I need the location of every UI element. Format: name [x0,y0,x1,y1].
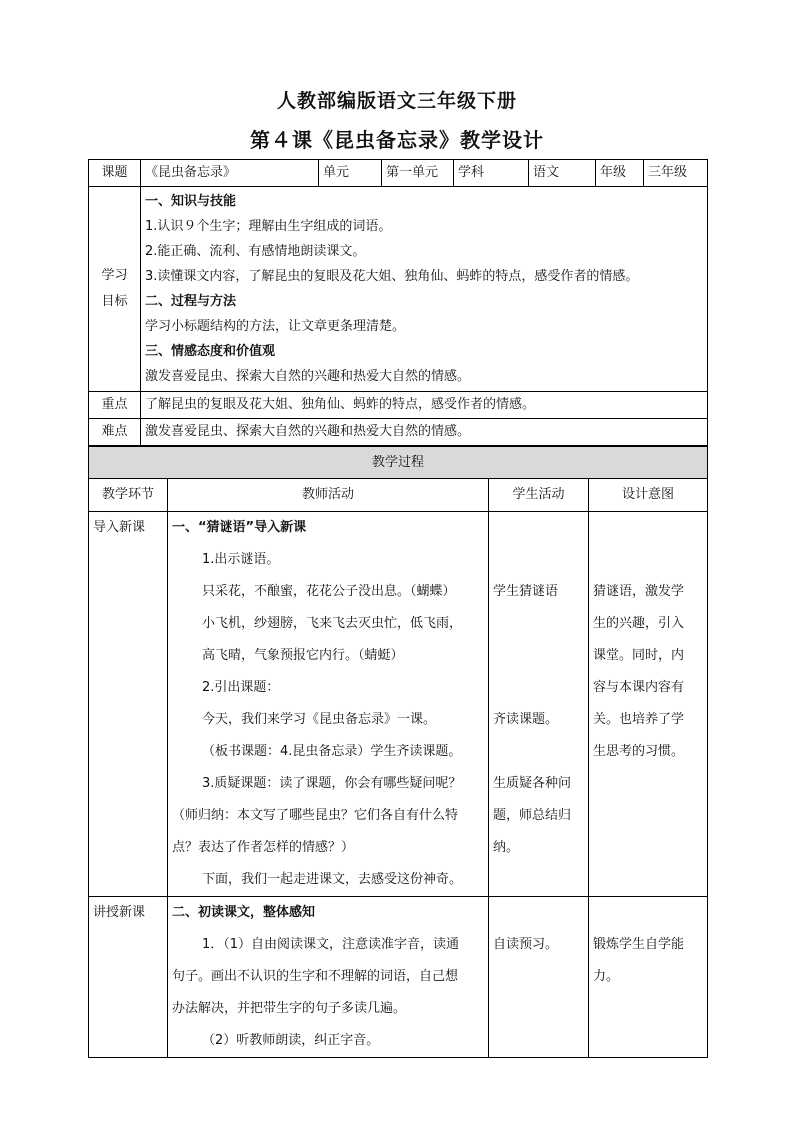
student-line: 学生猜谜语 [493,584,559,599]
unit-label: 单元 [319,160,382,187]
lesson-value: 《昆虫备忘录》 [141,160,319,187]
objective-item: 激发喜爱昆虫、探索大自然的兴趣和热爱大自然的情感。 [145,369,471,384]
lesson-label: 课题 [89,160,141,187]
teacher-line: 点？表达了作者怎样的情感？） [172,840,355,855]
intent-line: 生的兴趣，引入 [593,616,685,631]
objective-heading-knowledge: 一、知识与技能 [145,194,237,209]
objective-item: 3.读懂课文内容，了解昆虫的复眼及花大姐、独角仙、蚂蚱的特点，感受作者的情感。 [145,269,639,284]
objective-item: 2.能正确、流利、有感情地朗读课文。 [145,244,366,259]
column-header-intent: 设计意图 [589,479,708,512]
unit-value: 第一单元 [382,160,454,187]
section-heading: 一、“猜谜语”导入新课 [172,520,307,535]
intent-line: 力。 [593,969,620,984]
objective-item: 1.认识９个生字；理解由生字组成的词语。 [145,219,392,234]
teacher-activity-teaching [168,897,489,1058]
teacher-activity-intro [168,512,489,897]
objectives-label [89,187,141,392]
student-line: 生质疑各种问 [493,776,572,791]
teacher-line: 3.质疑课题：读了课题，你会有哪些疑问呢？ [202,776,462,791]
teacher-line: （师归纳：本文写了哪些昆虫？它们各自有什么特 [172,808,459,823]
student-line: 纳。 [493,840,520,855]
student-line: 题，师总结归 [493,808,572,823]
stage-intro-label: 导入新课 [93,520,146,535]
teacher-line: 今天，我们来学习《昆虫备忘录》一课。 [202,712,437,727]
teacher-line: （2）听教师朗读，纠正字音。 [202,1033,380,1048]
design-intent-intro [589,512,708,897]
column-header-stage: 教学环节 [89,479,168,512]
intent-line: 课堂。同时，内 [593,648,685,663]
column-header-student: 学生活动 [489,479,589,512]
teacher-line: 只采花，不酿蜜，花花公子没出息。（蝴蝶） [202,584,456,599]
process-title: 教学过程 [89,447,708,479]
difficulty-text: 激发喜爱昆虫、探索大自然的兴趣和热爱大自然的情感。 [141,419,708,446]
subject-value: 语文 [529,160,596,187]
key-point-label: 重点 [89,392,141,419]
section-heading: 二、初读课文，整体感知 [172,905,316,920]
stage-intro [89,512,168,897]
intent-line: 关。也培养了学 [593,712,685,727]
design-intent-teaching [589,897,708,1058]
stage-teaching [89,897,168,1058]
stage-teaching-label: 讲授新课 [93,905,146,920]
teacher-line: 高飞晴，气象预报它内行。（蜻蜓） [202,648,404,663]
objectives-label-line1: 学习 [101,268,128,283]
objective-heading-values: 三、情感态度和价值观 [145,344,276,359]
objective-heading-process: 二、过程与方法 [145,294,237,309]
difficulty-label: 难点 [89,419,141,446]
student-line: 齐读课题。 [493,712,559,727]
student-line: 自读预习。 [493,937,559,952]
intent-line: 生思考的习惯。 [593,744,685,759]
grade-label: 年级 [596,160,644,187]
intent-line: 锻炼学生自学能 [593,937,685,952]
teaching-process-table [88,446,708,1058]
teacher-line: （板书课题：4.昆虫备忘录）学生齐读课题。 [202,744,462,759]
objectives-content [141,187,708,392]
intent-line: 猜谜语，激发学 [593,584,685,599]
lesson-title: 第４课《昆虫备忘录》教学设计 [250,128,544,152]
teacher-line: 句子。画出不认识的生字和不理解的词语，自己想 [172,969,459,984]
grade-value: 三年级 [644,160,708,187]
teacher-line: 办法解决，并把带生字的句子多读几遍。 [172,1001,407,1016]
teacher-line: 1.出示谜语。 [202,552,280,567]
objective-item: 学习小标题结构的方法，让文章更条理清楚。 [145,319,406,334]
intent-line: 容与本课内容有 [593,680,685,695]
lesson-info-table [88,159,708,446]
teacher-line: 2.引出课题： [202,680,280,695]
column-header-teacher: 教师活动 [168,479,489,512]
teacher-line: 下面，我们一起走进课文，去感受这份神奇。 [202,872,463,887]
subject-label: 学科 [454,160,529,187]
teacher-line: 小飞机，纱翅膀，飞来飞去灭虫忙，低飞雨， [202,616,463,631]
document-title: 人教部编版语文三年级下册 [276,90,517,112]
objectives-label-line2: 目标 [101,294,128,309]
student-activity-intro [489,512,589,897]
key-point-text: 了解昆虫的复眼及花大姐、独角仙、蚂蚱的特点，感受作者的情感。 [141,392,708,419]
teacher-line: 1．（1）自由阅读课文，注意读准字音，读通 [202,937,460,952]
student-activity-teaching [489,897,589,1058]
